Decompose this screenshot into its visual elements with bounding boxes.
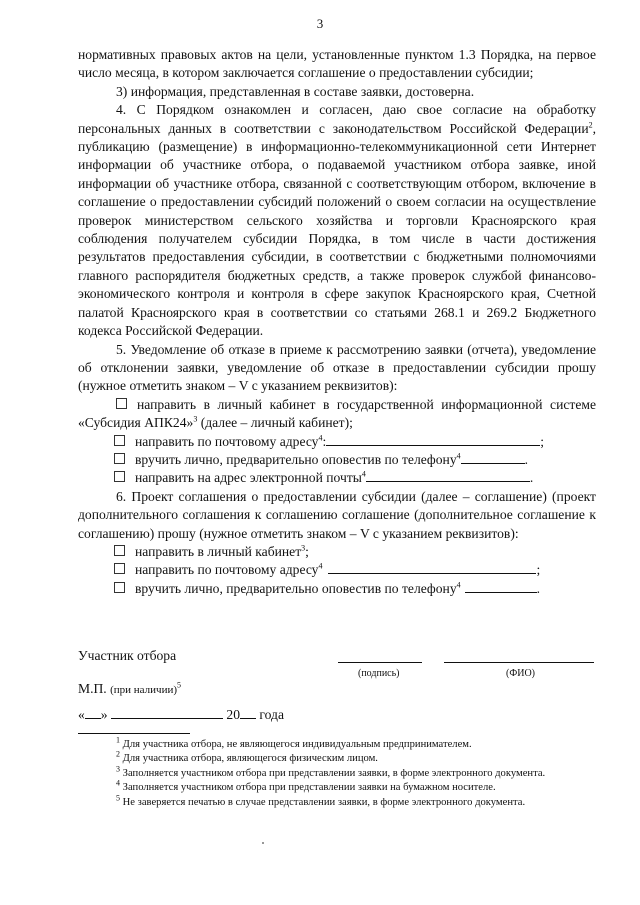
paragraph-item-5: 5. Уведомление об отказе в приеме к рассмотрению заявки (отчета), уведомление об отклонении заявки, уведомление об отказе в предоставлении субсидии прошу (нужное отметить знаком – V с указанием реквизитов): bbox=[78, 341, 596, 394]
option-label: вручить лично, предварительно оповестив по телефону bbox=[135, 580, 457, 596]
quote-close: » bbox=[100, 707, 108, 722]
footnote-text: Заполняется участником отбора при представлении заявки на бумажном носителе. bbox=[122, 782, 496, 794]
month-field[interactable] bbox=[111, 706, 223, 719]
day-field[interactable] bbox=[85, 706, 101, 719]
separator: . bbox=[524, 451, 529, 467]
separator: ; bbox=[305, 543, 309, 559]
paragraph-item-6: 6. Проект соглашения о предоставлении субсидии (далее – соглашение) (проект дополнительного соглашения к соглашению соглашение (дополнительное соглашение к соглашению) прошу (нужное отметить знаком – V с указанием реквизитов): bbox=[78, 488, 596, 541]
footnote-mark: 4 bbox=[318, 561, 323, 571]
footnote-mark: 5 bbox=[177, 680, 182, 690]
footnote-mark: 3 bbox=[116, 764, 120, 774]
paragraph-item-4 bbox=[78, 101, 596, 340]
footnote-4 bbox=[78, 778, 596, 795]
checkbox[interactable] bbox=[114, 563, 125, 574]
option-6-personal-account[interactable] bbox=[78, 543, 596, 561]
footnote-mark: 4 bbox=[116, 778, 120, 788]
signature-caption: (подпись) bbox=[358, 668, 400, 679]
option-5-email[interactable] bbox=[78, 469, 596, 487]
footnote-mark: 5 bbox=[116, 793, 120, 803]
year-prefix: 20 bbox=[226, 707, 240, 722]
option-label: направить по почтовому адресу bbox=[135, 433, 319, 449]
date-row bbox=[78, 706, 284, 723]
footnote-mark: 3 bbox=[301, 543, 306, 553]
paragraph-continued: нормативных правовых актов на цели, установленные пунктом 1.3 Порядка, на первое число месяца, в котором заключается соглашение о предоставлении субсидии; bbox=[78, 47, 596, 81]
phone-field[interactable] bbox=[465, 580, 537, 593]
email-field[interactable] bbox=[366, 469, 530, 482]
postal-address-field[interactable] bbox=[326, 433, 540, 446]
checkbox[interactable] bbox=[114, 582, 125, 593]
option-label: направить в личный кабинет bbox=[135, 543, 302, 559]
option-label: направить в личный кабинет в государственной информационной системе «Субсидия АПК24» bbox=[78, 396, 596, 431]
footnote-mark: 2 bbox=[588, 120, 593, 130]
postal-address-field[interactable] bbox=[328, 561, 536, 574]
signature-line[interactable] bbox=[338, 662, 422, 663]
option-label: вручить лично, предварительно оповестив по телефону bbox=[135, 451, 457, 467]
footnote-text: Для участника отбора, не являющегося индивидуальным предпринимателем. bbox=[122, 739, 472, 750]
option-label: направить на адрес электронной почты bbox=[135, 470, 362, 486]
paragraph-item-3: 3) информация, представленная в составе заявки, достоверна. bbox=[116, 83, 475, 99]
option-6-phone[interactable] bbox=[78, 580, 596, 598]
checkbox[interactable] bbox=[114, 453, 125, 464]
footnote-mark: 2 bbox=[116, 749, 120, 759]
checkbox[interactable] bbox=[114, 545, 125, 556]
seal-label: М.П. bbox=[78, 681, 107, 696]
footnote-2 bbox=[78, 749, 596, 766]
quote-open: « bbox=[78, 707, 85, 722]
seal-place bbox=[78, 681, 181, 697]
option-label-tail: (далее – личный кабинет); bbox=[197, 415, 353, 431]
separator: : bbox=[322, 433, 327, 449]
footnote-separator bbox=[78, 733, 190, 734]
option-5-phone[interactable] bbox=[78, 451, 596, 469]
footnote-text: Не заверяется печатью в случае представлении заявки, в форме электронного документа. bbox=[122, 796, 526, 808]
phone-field[interactable] bbox=[461, 451, 525, 464]
footnote-text: Для участника отбора, являющегося физическим лицом. bbox=[122, 753, 378, 765]
option-6-postal-address[interactable] bbox=[78, 561, 596, 579]
separator: ; bbox=[540, 433, 545, 449]
footnote-mark: 4 bbox=[456, 451, 461, 461]
option-5-postal-address[interactable] bbox=[78, 433, 596, 451]
separator: ; bbox=[536, 562, 541, 578]
footnote-mark: 4 bbox=[361, 469, 366, 479]
page-number: 3 bbox=[316, 16, 324, 31]
footnote-5 bbox=[78, 793, 596, 810]
checkbox[interactable] bbox=[114, 435, 125, 446]
name-line[interactable] bbox=[444, 662, 594, 663]
paragraph-item-4-text-a: 4. С Порядком ознакомлен и согласен, даю свое согласие на обработку персональных данных в соответствии с законодательством Российской Федерации bbox=[78, 102, 596, 136]
footnote-mark: 3 bbox=[193, 414, 198, 424]
footnote-3 bbox=[78, 764, 596, 781]
scan-speck bbox=[262, 842, 264, 844]
paragraph-item-4-text-b: , публикацию (размещение) в информационно-телекоммуникационной сети Интернет информации об участнике отбора, о подаваемой участником отбора заявке, иной информации об участнике отбора, связанной с соответствующим отбором, включение в соглашение о предоставлении субсидий положений о своем согласии на осуществление проверок министерством сельского хозяйства и торговли Красноярского края соблюдения получателем субсидии Порядка, в том числе в части достижения результатов предоставления субсидии, в соответствии с бюджетными полномочиями главного распорядителя бюджетных средств, а также проверок службой финансово-экономического контроля и контроля в сфере закупок Красноярского края, Счетной палатой Красноярского края в соответствии со статьями 268.1 и 269.2 Бюджетного кодекса Российской Федерации. bbox=[78, 120, 596, 339]
footnotes bbox=[78, 735, 596, 810]
footnote-mark: 4 bbox=[318, 433, 323, 442]
separator: . bbox=[536, 580, 541, 596]
seal-note: (при наличии) bbox=[110, 684, 178, 696]
checkbox[interactable] bbox=[114, 471, 125, 482]
option-label: направить по почтовому адресу bbox=[135, 562, 319, 578]
option-5-personal-account[interactable] bbox=[78, 396, 596, 433]
document-body bbox=[78, 46, 596, 598]
separator: . bbox=[529, 470, 534, 486]
footnote-mark: 1 bbox=[116, 735, 120, 745]
checkbox[interactable] bbox=[116, 398, 127, 409]
participant-label: Участник отбора bbox=[78, 648, 177, 663]
year-suffix: года bbox=[259, 707, 284, 722]
footnote-1 bbox=[78, 735, 596, 752]
name-caption: (ФИО) bbox=[506, 668, 536, 679]
year-field[interactable] bbox=[240, 706, 256, 719]
footnote-text: Заполняется участником отбора при представлении заявки, в форме электронного документа. bbox=[122, 767, 546, 779]
footnote-mark: 4 bbox=[456, 580, 461, 590]
signature-block bbox=[78, 648, 596, 684]
